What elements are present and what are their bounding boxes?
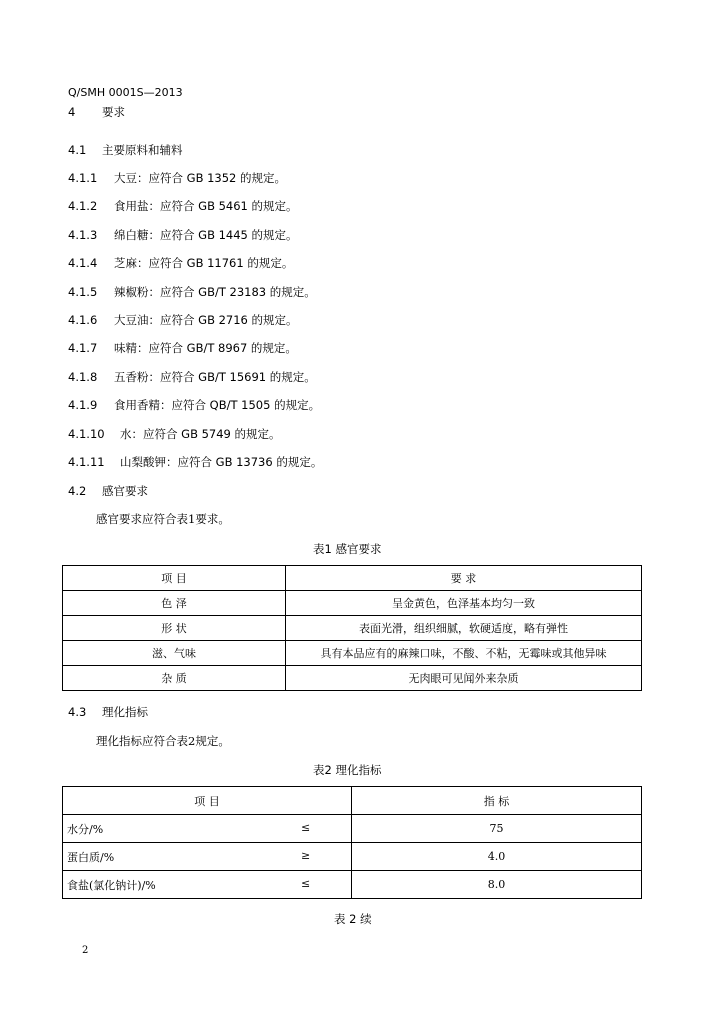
- requirement-cell: 无肉眼可见闻外来杂质: [286, 666, 642, 691]
- material-item: [68, 369, 316, 385]
- section-number: 4.1: [68, 143, 87, 157]
- material-item: [68, 227, 298, 243]
- section-title: 要求: [102, 105, 125, 119]
- comparison-symbol: ≥: [301, 849, 311, 862]
- item-text: 食用香精：应符合 QB/T 1505 的规定。: [114, 398, 321, 412]
- table-row: [63, 616, 642, 641]
- value-cell: 8.0: [352, 871, 642, 899]
- item-label: 蛋白质/%: [67, 851, 115, 864]
- section-number: 4.2: [68, 484, 87, 498]
- sensory-intro: 感官要求应符合表1要求。: [96, 512, 230, 526]
- material-item: [68, 426, 281, 442]
- item-cell: [63, 871, 352, 899]
- item-cell: 色 泽: [63, 591, 286, 616]
- header-cell: 要 求: [286, 566, 642, 591]
- item-cell: [63, 843, 352, 871]
- item-text: 大豆：应符合 GB 1352 的规定。: [114, 171, 287, 185]
- item-cell: [63, 815, 352, 843]
- item-number: 4.1.7: [68, 341, 98, 355]
- page-number: 2: [82, 945, 89, 956]
- section-title: 理化指标: [102, 705, 148, 719]
- value-cell: 75: [352, 815, 642, 843]
- material-item: [68, 397, 320, 413]
- section-4-3-heading: [68, 704, 148, 720]
- item-number: 4.1.5: [68, 285, 98, 299]
- item-number: 4.1.6: [68, 313, 98, 327]
- section-4-heading: [68, 104, 125, 120]
- item-text: 辣椒粉：应符合 GB/T 23183 的规定。: [114, 285, 316, 299]
- item-text: 水：应符合 GB 5749 的规定。: [120, 427, 281, 441]
- comparison-symbol: ≤: [301, 821, 311, 834]
- material-item: [68, 340, 297, 356]
- table1-caption: 表1 感官要求: [313, 542, 382, 556]
- item-text: 食用盐：应符合 GB 5461 的规定。: [114, 199, 298, 213]
- item-number: 4.1.2: [68, 199, 98, 213]
- section-4-1-heading: [68, 142, 183, 158]
- item-cell: 滋、气味: [63, 641, 286, 666]
- section-title: 感官要求: [102, 484, 148, 498]
- standard-number: Q/SMH 0001S—2013: [68, 86, 183, 99]
- material-item: [68, 312, 298, 328]
- table-row: [63, 871, 642, 899]
- material-item: [68, 454, 322, 470]
- item-number: 4.1.8: [68, 370, 98, 384]
- item-cell: 形 状: [63, 616, 286, 641]
- table2-caption: 表2 理化指标: [313, 763, 382, 777]
- item-text: 味精：应符合 GB/T 8967 的规定。: [114, 341, 297, 355]
- section-number: 4.3: [68, 705, 87, 719]
- table-row: [63, 641, 642, 666]
- item-text: 大豆油：应符合 GB 2716 的规定。: [114, 313, 298, 327]
- item-number: 4.1.4: [68, 256, 98, 270]
- physchem-table: [62, 786, 642, 899]
- requirement-cell: 具有本品应有的麻辣口味，不酸、不粘，无霉味或其他异味: [286, 641, 642, 666]
- material-item: [68, 198, 298, 214]
- header-cell: 项 目: [63, 566, 286, 591]
- item-number: 4.1.3: [68, 228, 98, 242]
- item-text: 绵白糖：应符合 GB 1445 的规定。: [114, 228, 298, 242]
- table-row: [63, 666, 642, 691]
- item-text: 五香粉：应符合 GB/T 15691 的规定。: [114, 370, 316, 384]
- table-header-row: [63, 787, 642, 815]
- item-number: 4.1.9: [68, 398, 98, 412]
- requirement-cell: 呈金黄色，色泽基本均匀一致: [286, 591, 642, 616]
- item-text: 芝麻：应符合 GB 11761 的规定。: [114, 256, 294, 270]
- section-4-2-heading: [68, 483, 148, 499]
- item-cell: 杂 质: [63, 666, 286, 691]
- item-number: 4.1.1: [68, 171, 98, 185]
- item-label: 水分/%: [67, 823, 104, 836]
- value-cell: 4.0: [352, 843, 642, 871]
- section-title: 主要原料和辅料: [102, 143, 183, 157]
- header-cell: 指 标: [352, 787, 642, 815]
- comparison-symbol: ≤: [301, 877, 311, 890]
- sensory-table: [62, 565, 642, 691]
- table-row: [63, 815, 642, 843]
- item-number: 4.1.10: [68, 427, 105, 441]
- section-number: 4: [68, 105, 76, 119]
- table-header-row: [63, 566, 642, 591]
- header-cell: 项 目: [63, 787, 352, 815]
- material-item: [68, 170, 286, 186]
- material-item: [68, 284, 316, 300]
- item-label: 食盐(氯化钠计)/%: [67, 879, 156, 892]
- table-row: [63, 843, 642, 871]
- requirement-cell: 表面光滑，组织细腻，软硬适度，略有弹性: [286, 616, 642, 641]
- table2-continued: 表 2 续: [334, 912, 372, 926]
- physchem-intro: 理化指标应符合表2规定。: [96, 734, 230, 748]
- item-number: 4.1.11: [68, 455, 105, 469]
- table-row: [63, 591, 642, 616]
- item-text: 山梨酸钾：应符合 GB 13736 的规定。: [120, 455, 323, 469]
- material-item: [68, 255, 293, 271]
